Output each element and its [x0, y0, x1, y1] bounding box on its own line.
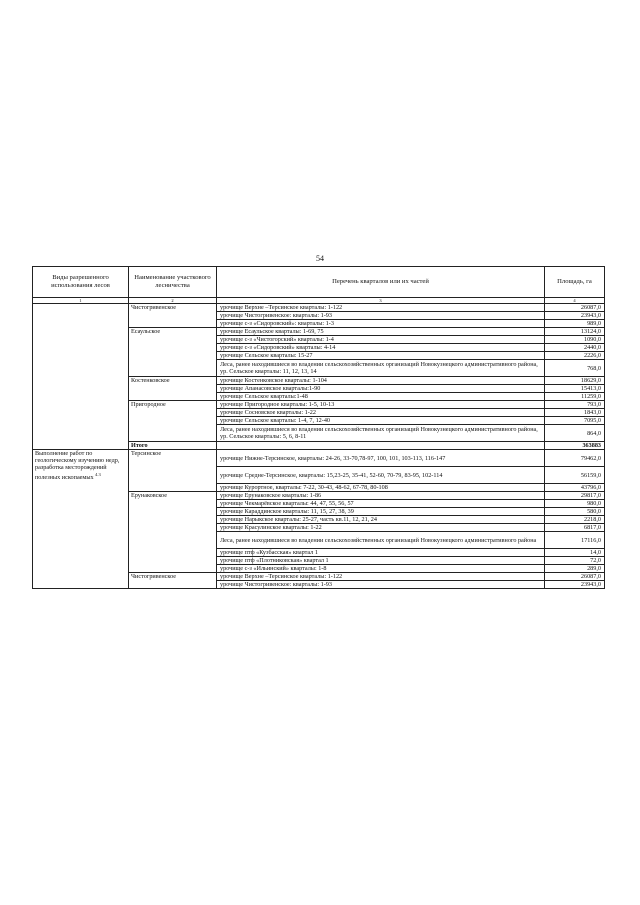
area-value: 2218,0: [545, 516, 605, 524]
quarter-description: урочище Сельское кварталы: 15-27: [217, 352, 545, 360]
quarter-description: урочище Нижне-Терсинское, кварталы: 24-26, 33-70,78-97, 100, 101, 103-113, 116-147: [217, 450, 545, 467]
area-value: 11259,0: [545, 393, 605, 401]
area-value: 1843,0: [545, 409, 605, 417]
col-number: 4: [545, 298, 605, 304]
quarter-description: урочище Чистогривенское: кварталы: 1-93: [217, 312, 545, 320]
page-number: 54: [316, 254, 324, 263]
quarter-description: урочище Красулинское кварталы: 1-22: [217, 524, 545, 532]
area-value: 15413,0: [545, 385, 605, 393]
quarter-description: урочище с-з «Чистогорский» кварталы: 1-4: [217, 336, 545, 344]
area-value: 23943,0: [545, 312, 605, 320]
quarter-description: урочище с-з «Сидоровский»: кварталы: 1-3: [217, 320, 545, 328]
area-value: 864,0: [545, 425, 605, 442]
area-value: 43796,0: [545, 484, 605, 492]
quarter-description: урочище птф «Кузбасская» квартал 1: [217, 549, 545, 557]
quarter-description: урочище с-з «Сидоровский» кварталы: 4-14: [217, 344, 545, 352]
header-forestry: Наименование участкового лесничества: [129, 267, 217, 298]
area-value: 29817,0: [545, 492, 605, 500]
area-value: 7095,0: [545, 417, 605, 425]
area-value: 980,0: [545, 500, 605, 508]
quarter-description: урочище с-з «Ильинский» кварталы: 1-8: [217, 565, 545, 573]
quarter-description: урочище Курортное, кварталы: 7-22, 30-43, 48-62, 67-78, 80-108: [217, 484, 545, 492]
area-value: 26087,0: [545, 304, 605, 312]
quarter-description: урочище Верхне –Терсинское кварталы: 1-122: [217, 304, 545, 312]
quarter-description: урочище Сосновское кварталы: 1-22: [217, 409, 545, 417]
quarter-description: урочище птф «Плотниковская» квартал 1: [217, 557, 545, 565]
area-value: 2226,0: [545, 352, 605, 360]
quarter-description: урочище Средне-Терсинское, кварталы: 15,23-25, 35-41, 52-60, 70-79, 83-95, 102-114: [217, 467, 545, 484]
area-value: 23943,0: [545, 581, 605, 589]
col-number: 3: [217, 298, 545, 304]
header-quarters: Перечень кварталов или их частей: [217, 267, 545, 298]
quarter-description: Леса, ранее находившиеся во владении сельскохозяйственных организаций Новокузнецкого административного района: [217, 532, 545, 549]
table-row: [33, 304, 605, 312]
area-value: 26087,0: [545, 573, 605, 581]
area-value: 6817,0: [545, 524, 605, 532]
area-value: 768,0: [545, 360, 605, 377]
header-use-type: Виды разрешенного использования лесов: [33, 267, 129, 298]
forestry-name: Ерунаковское: [129, 492, 217, 573]
quarter-description: Леса, ранее находившиеся во владении сельскохозяйственных организаций Новокузнецкого административного района, ур. Сельское кварталы: 11, 12, 13, 14: [217, 360, 545, 377]
forest-use-table: [32, 266, 605, 589]
area-value: 72,0: [545, 557, 605, 565]
quarter-description: урочище Апанасовское кварталы:1-90: [217, 385, 545, 393]
total-empty: [217, 442, 545, 450]
area-value: 14,0: [545, 549, 605, 557]
quarter-description: урочище Костенковское кварталы: 1-104: [217, 377, 545, 385]
use-type-text: Выполнение работ по геологическому изучению недр, разработка месторождений полезных ископаемых: [35, 450, 120, 482]
col-number: 1: [33, 298, 129, 304]
area-value: 793,0: [545, 401, 605, 409]
area-value: 17116,0: [545, 532, 605, 549]
table-body: [33, 304, 605, 589]
quarter-description: урочище Нарыкское кварталы: 25-27, часть кв.11, 12, 21, 24: [217, 516, 545, 524]
quarter-description: урочище Сельское кварталы:1-48: [217, 393, 545, 401]
quarter-description: урочище Караддинское кварталы: 11, 15, 27, 38, 39: [217, 508, 545, 516]
area-value: 13124,0: [545, 328, 605, 336]
total-value: 363883: [545, 442, 605, 450]
forestry-name: Костенковское: [129, 377, 217, 401]
area-value: 580,0: [545, 508, 605, 516]
quarter-description: урочище Пригородное кварталы: 1-5, 10-13: [217, 401, 545, 409]
area-value: 289,0: [545, 565, 605, 573]
area-value: 18629,0: [545, 377, 605, 385]
total-label: Итого: [129, 442, 217, 450]
table-row: [33, 450, 605, 467]
quarter-description: урочище Ерунаковское кварталы: 1-86: [217, 492, 545, 500]
use-type-cell: [33, 450, 129, 589]
quarter-description: Леса, ранее находившиеся во владении сельскохозяйственных организаций Новокузнецкого административного района, ур. Сельское кварталы: 5, 6, 8-11: [217, 425, 545, 442]
use-type-cell: [33, 304, 129, 450]
quarter-description: урочище Чекмарёвское кварталы: 44, 47, 55, 56, 57: [217, 500, 545, 508]
area-value: 2440,0: [545, 344, 605, 352]
forestry-name: Терсинское: [129, 450, 217, 492]
quarter-description: урочище Чистогривенское: кварталы: 1-93: [217, 581, 545, 589]
quarter-description: урочище Верхне –Терсинское кварталы: 1-122: [217, 573, 545, 581]
use-type-footnote: 4.3: [95, 472, 101, 477]
area-value: 1090,0: [545, 336, 605, 344]
quarter-description: урочище Сельское кварталы: 1-4, 7, 12-40: [217, 417, 545, 425]
col-number: 2: [129, 298, 217, 304]
forestry-name: Пригородное: [129, 401, 217, 442]
area-value: 79462,0: [545, 450, 605, 467]
quarter-description: урочище Есаульское кварталы: 1-69, 75: [217, 328, 545, 336]
area-value: 56159,0: [545, 467, 605, 484]
area-value: 989,0: [545, 320, 605, 328]
header-area: Площадь, га: [545, 267, 605, 298]
forestry-name: Чистогривенское: [129, 573, 217, 589]
forestry-name: Есаульское: [129, 328, 217, 377]
forestry-name: Чистогривенское: [129, 304, 217, 328]
